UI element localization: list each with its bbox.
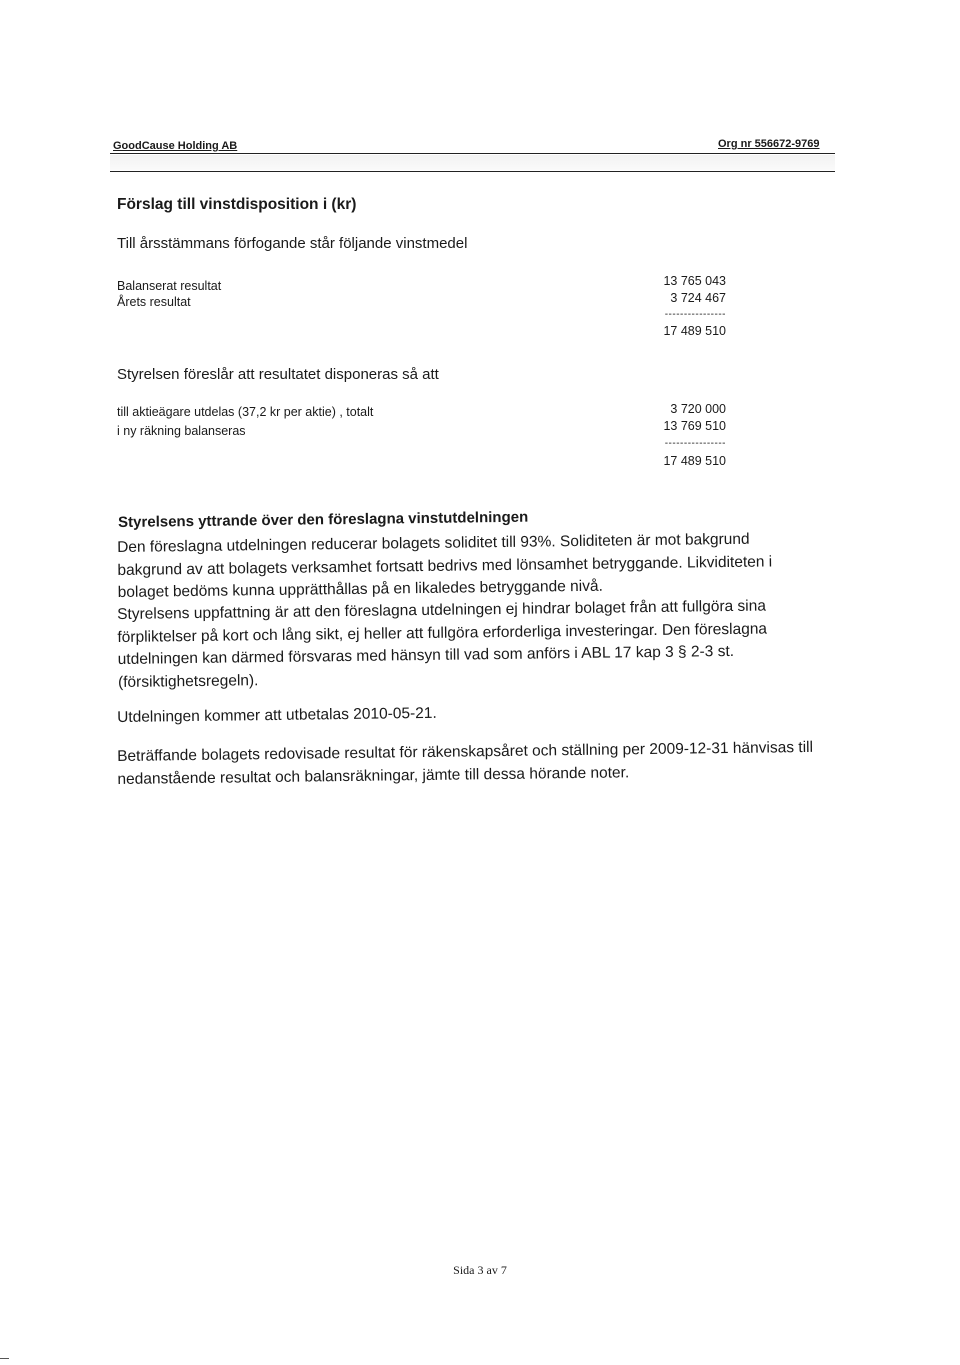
proposal-separator: ---------------- (664, 438, 726, 449)
proposal-total: 17 489 510 (663, 454, 726, 468)
proposal-label-balanseras: i ny räkning balanseras (117, 424, 246, 438)
statement-heading: Styrelsens yttrande över den föreslagna vinstutdelningen (118, 508, 529, 531)
page-title: Förslag till vinstdisposition i (kr) (117, 196, 357, 213)
header-band (110, 155, 835, 170)
funds-total: 17 489 510 (663, 324, 726, 338)
statement-paragraph-1 (117, 528, 818, 605)
header-rule-top (110, 153, 835, 154)
statement-p4-text: Beträffande bolagets redovisade resultat för räkenskapsåret och ställning per 2009-12-31 hänvisas till nedanstående resultat och balansräkningar, jämte till dessa hörande noter. (117, 738, 814, 788)
statement-p2-text: Styrelsens uppfattning är att den föreslagna utdelningen ej hindrar bolaget från att fullgöra sina förpliktelser på kort och lång sikt, ej heller att fullgöra erforderliga investeringar. Den föreslagna utdelningen kan därmed försvaras med hänsyn till vad som anförs i ABL 17 kap 3 § 2-3 st. (försiktighetsregeln). (117, 597, 768, 691)
statement-p3-text: Utdelningen kommer att utbetalas 2010-05-21. (117, 704, 437, 726)
proposal-label-utdelning: till aktieägare utdelas (37,2 kr per aktie) , totalt (117, 405, 374, 419)
proposal-value-balanseras: 13 769 510 (663, 419, 726, 433)
proposal-heading: Styrelsen föreslår att resultatet disponeras så att (117, 366, 439, 383)
funds-label-balanserat: Balanserat resultat (117, 279, 222, 293)
funds-value-balanserat: 13 765 043 (663, 274, 726, 288)
proposal-value-utdelning: 3 720 000 (670, 402, 726, 416)
funds-value-arets: 3 724 467 (670, 291, 726, 305)
page-number: Sida 3 av 7 (453, 1263, 507, 1277)
scan-mark (0, 1358, 9, 1359)
org-number: Org nr 556672-9769 (718, 138, 820, 150)
statement-paragraph-3 (117, 698, 817, 730)
funds-separator: ---------------- (664, 309, 726, 320)
header-rule-bottom (110, 171, 835, 172)
statement-p1-text: Den föreslagna utdelningen reducerar bolagets soliditet till 93%. Soliditeten är mot bakgrund bakgrund av att bolagets verksamhet fortsatt bedrivs med lönsamhet betryggande. Likviditeten i bolaget bedöms kunna upprätthållas på en likaledes betryggande nivå. (117, 530, 773, 601)
statement-paragraph-2 (117, 595, 818, 694)
company-name: GoodCause Holding AB (113, 140, 238, 152)
funds-label-arets: Årets resultat (117, 295, 191, 309)
intro-text: Till årsstämmans förfogande står följande vinstmedel (117, 235, 468, 252)
statement-paragraph-4 (117, 737, 818, 791)
